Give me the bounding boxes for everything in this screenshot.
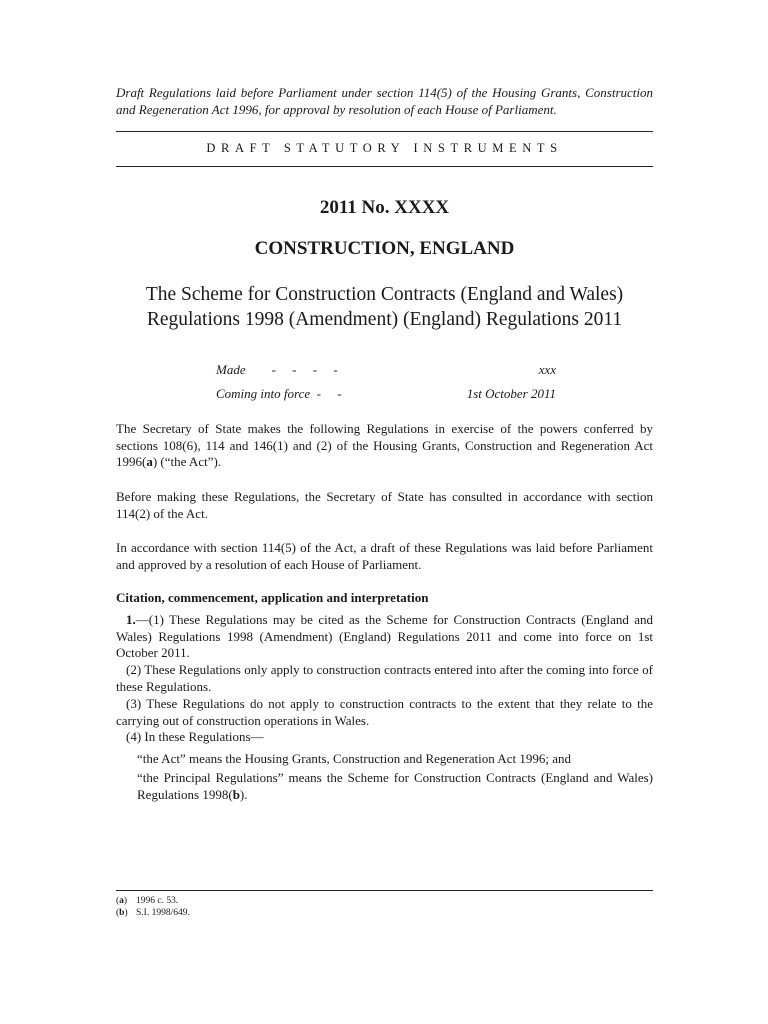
made-value: xxx <box>538 362 556 377</box>
footnote-a: (a) 1996 c. 53. <box>116 896 179 906</box>
regulation-1-2: (2) These Regulations only apply to construction contracts entered into after the coming into force of these Regulations. <box>116 662 653 694</box>
coming-into-force-label: Coming into force - - <box>216 386 342 401</box>
regulation-1-3: (3) These Regulations do not apply to construction contracts to the extent that they relate to the carrying out of construction operations in Wales. <box>116 696 653 728</box>
preamble-paragraph-3: In accordance with section 114(5) of the Act, a draft of these Regulations was laid before Parliament and approved by a resolution of each House of Parliament. <box>116 540 653 572</box>
regulation-1-4: (4) In these Regulations— <box>126 729 264 744</box>
instrument-number: 2011 No. XXXX <box>319 197 450 218</box>
definition-principal-regulations: “the Principal Regulations” means the Scheme for Construction Contracts (England and Wales) Regulations 1998(b). <box>137 770 653 802</box>
instrument-title: The Scheme for Construction Contracts (England and Wales) Regulations 1998 (Amendment) (England) Regulations 2011 <box>145 284 624 330</box>
definition-the-act: “the Act” means the Housing Grants, Construction and Regeneration Act 1996; and <box>137 751 571 766</box>
coming-into-force-value: 1st October 2011 <box>466 386 556 401</box>
made-label: Made - - - - <box>216 362 338 377</box>
preamble-paragraph-1: The Secretary of State makes the following Regulations in exercise of the powers conferred by sections 108(6), 114 and 146(1) and (2) of the Housing Grants, Construction and Regeneration Act 1996(a) (“the Act”). <box>116 421 653 469</box>
preamble-paragraph-2: Before making these Regulations, the Secretary of State has consulted in accordance with section 114(2) of the Act. <box>116 489 653 521</box>
footnote-b-text: S.I. 1998/649. <box>136 908 190 918</box>
series-heading: DRAFT STATUTORY INSTRUMENTS <box>206 141 563 155</box>
instrument-subject: CONSTRUCTION, ENGLAND <box>254 238 515 259</box>
top-rule <box>116 131 653 132</box>
laid-statement: Draft Regulations laid before Parliament under section 114(5) of the Housing Grants, Construction and Regeneration Act 1996, for approval by resolution of each House of Parliament. <box>116 85 653 117</box>
footnote-mark-a: a <box>119 896 124 906</box>
regulation-1-1: 1.—(1) These Regulations may be cited as the Scheme for Construction Contracts (England and Wales) Regulations 1998 (Amendment) (England) Regulations 2011 and come into force on 1st October 2011. <box>116 612 653 660</box>
footnote-b: (b) S.I. 1998/649. <box>116 908 190 918</box>
footnote-ref-b: b <box>232 786 240 802</box>
series-rule <box>116 166 653 167</box>
regulation-number: 1. <box>126 612 136 627</box>
footnote-rule <box>116 890 653 891</box>
footnote-ref-a: a <box>146 454 153 469</box>
footnote-a-text: 1996 c. 53. <box>136 896 179 906</box>
section-heading: Citation, commencement, application and interpretation <box>116 590 429 605</box>
footnote-mark-b: b <box>119 908 125 918</box>
